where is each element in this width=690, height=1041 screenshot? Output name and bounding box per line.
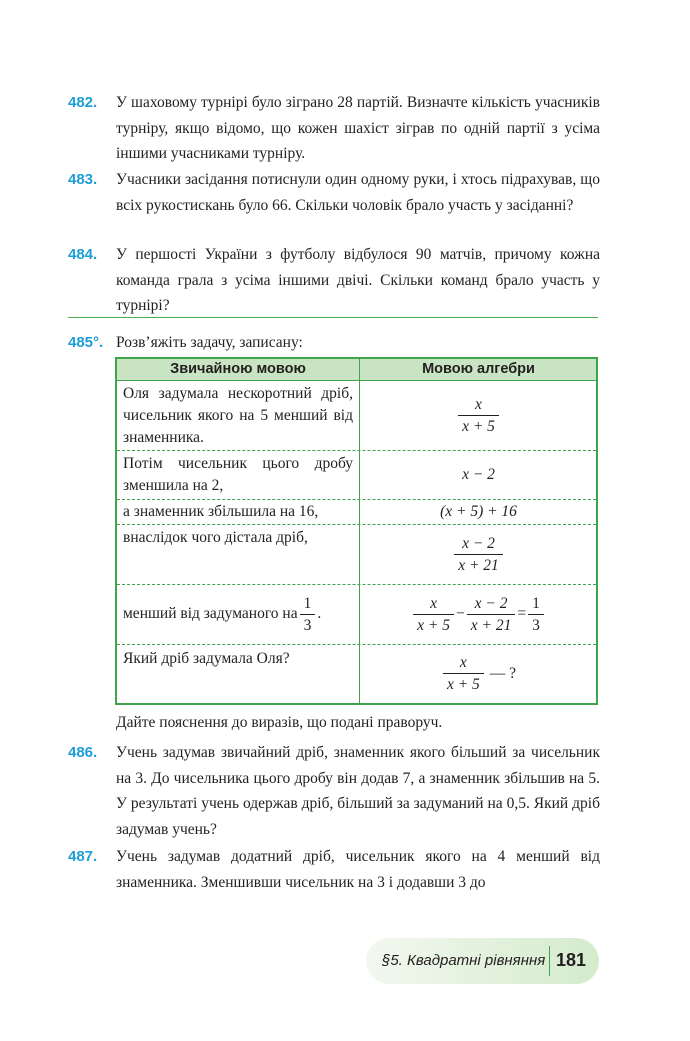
footer-divider (549, 946, 550, 976)
translation-table (115, 357, 598, 705)
fraction: $\frac{x}{x + 5}$ (413, 595, 454, 634)
problem-text: У шаховому турнірі було зіграно 28 партій. Визначте кількість учасників турніру, якщо відомо, що кожен шахіст зіграв по одній партії з усіма іншими учасниками турніру. (116, 94, 600, 162)
fraction: $\frac{1}{3}$ (300, 595, 316, 634)
table-row-right (361, 524, 596, 584)
problem-483 (68, 167, 600, 218)
table-row-left: внаслідок чого дістала дріб, (123, 529, 308, 546)
table-row-right: $\frac{x}{x + 5}$ − $\frac{x - 2}{x + 21}$ = $\frac{1}{3}$ (361, 584, 596, 644)
problem-number: 486. (68, 744, 98, 761)
problem-484 (68, 242, 600, 319)
column-divider (359, 359, 360, 703)
fraction: $\frac{x}{x + 5}$ (458, 396, 499, 435)
header-plain-language: Звичайною мовою (170, 361, 306, 377)
table-row-right: $\frac{x}{x + 5}$ — ? (361, 644, 596, 703)
problem-number: 483. (68, 171, 98, 188)
problem-number: 484. (68, 246, 98, 263)
table-row-right: (x + 5) + 16 (440, 502, 517, 520)
table-row-left: Який дріб задумала Оля? (123, 650, 290, 667)
section-divider (68, 317, 598, 318)
header-algebra: Мовою алгебри (422, 361, 535, 377)
problem-text: Учень задумав звичайний дріб, знаменник якого більший за чисельник на 3. До чисельника цього дробу він додав 7, а знаменник збільшив на 5. У результаті учень одержав дріб, більший за задуманий на 0,5. Який дріб задумав учень? (116, 744, 600, 838)
fraction: $\frac{1}{3}$ (528, 595, 544, 634)
problem-text: У першості України з футболу відбулося 90 матчів, причому кожна команда грала з усіма іншими двічі. Скільки команд брало участь у турнірі? (116, 246, 600, 314)
problem-number: 485°. (68, 334, 104, 351)
table-row-left: менший від задуманого на $\frac{1}{3}$ . (123, 594, 322, 634)
problem-text: Учасники засідання потиснули один одному руки, і хтось підрахував, що всіх рукостискань було 66. Скільки чоловік брало участь у засіданні? (116, 171, 600, 214)
problem-485 (68, 330, 600, 356)
problem-number: 487. (68, 848, 98, 865)
table-header (117, 359, 596, 381)
page-number: 181 (556, 950, 587, 970)
problem-487 (68, 844, 600, 895)
table-row-right: x − 2 (462, 465, 495, 483)
table-row-left: Потім чисельник цього дробу зменшила на 2, (123, 455, 353, 494)
problem-text: Учень задумав додатний дріб, чисельник якого на 4 менший від знаменника. Зменшивши чисельник на 3 і додавши 3 до (116, 848, 600, 891)
page-footer (366, 938, 599, 984)
problem-intro: Розв’яжіть задачу, записану: (116, 334, 303, 351)
fraction: $\frac{x - 2}{x + 21}$ (467, 595, 516, 634)
section-title: §5. Квадратні рівняння (382, 952, 546, 969)
problem-486 (68, 740, 600, 842)
problem-482 (68, 90, 600, 167)
fraction: $\frac{x}{x + 5}$ (443, 654, 484, 693)
problem-number: 482. (68, 94, 98, 111)
table-row-right (361, 381, 596, 450)
table-row-left: а знаменник збільшила на 16, (123, 503, 319, 520)
fraction: $\frac{x - 2}{x + 21}$ (454, 535, 503, 574)
table-row-left: Оля задумала нескоротний дріб, чисельник якого на 5 менший від знаменника. (123, 385, 353, 446)
explanation-prompt: Дайте пояснення до виразів, що подані праворуч. (116, 714, 443, 731)
